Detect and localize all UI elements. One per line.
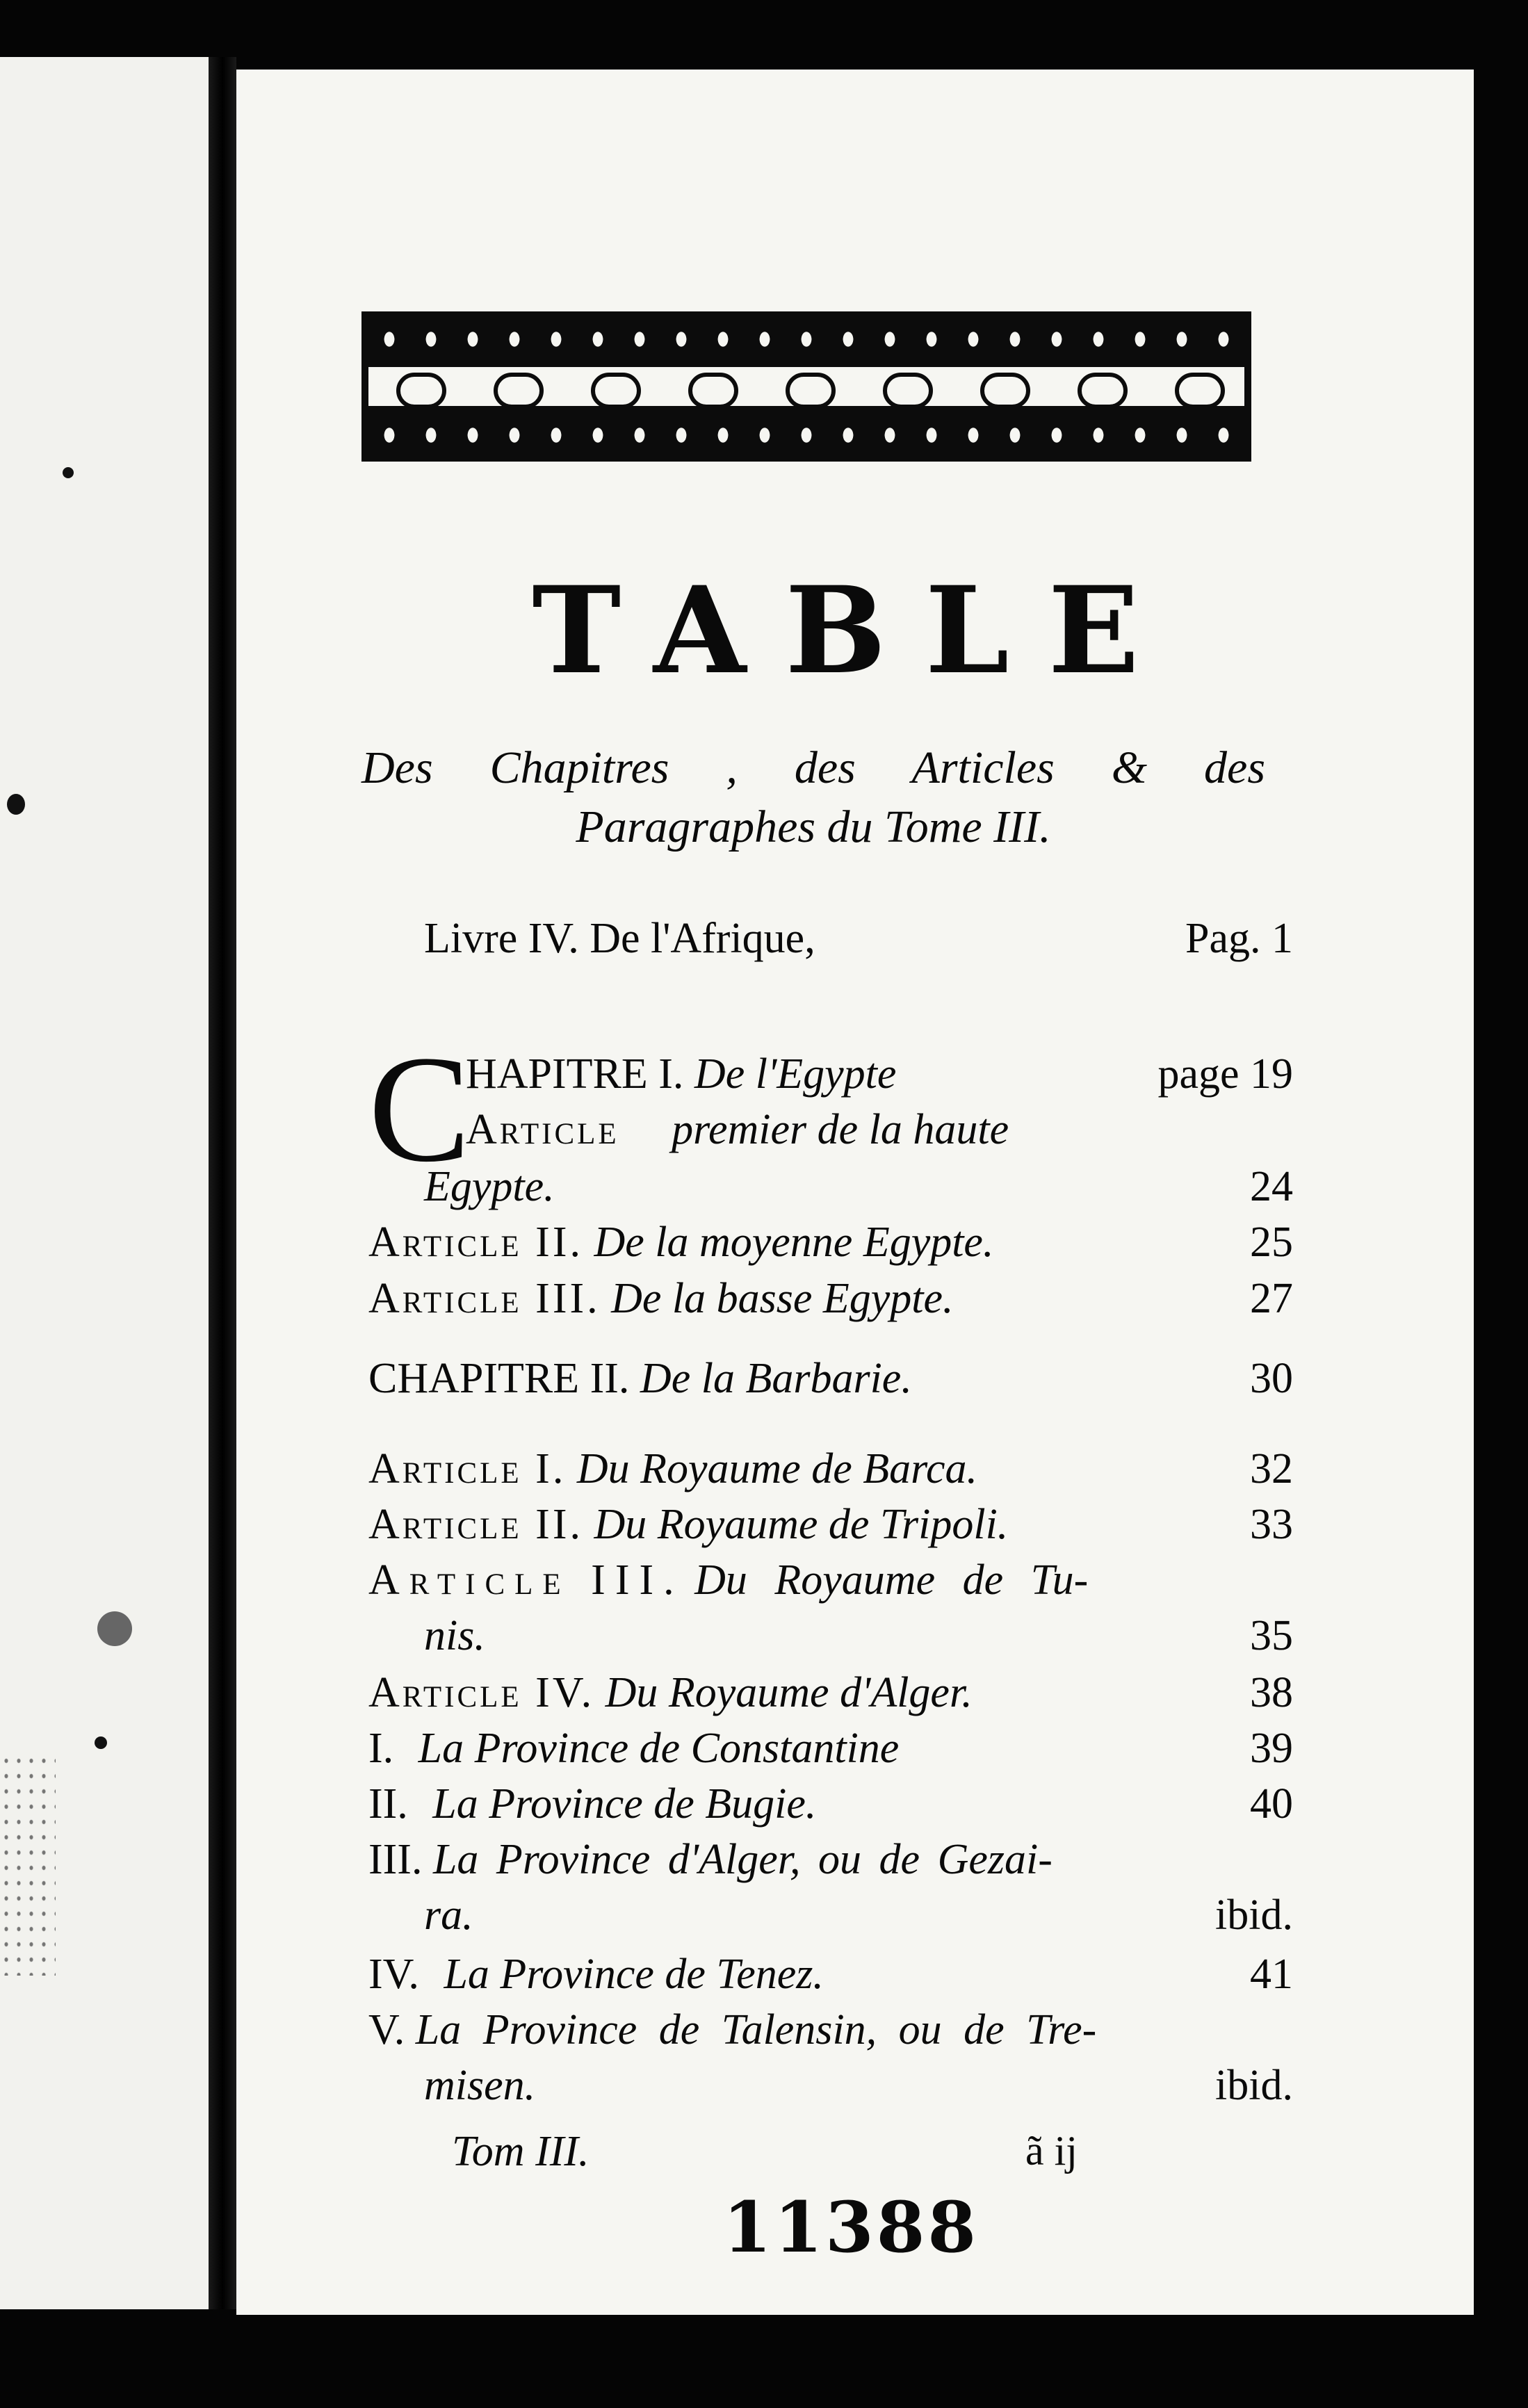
entry-prefix: Article III. [368,1556,684,1604]
entry-label: misen. [424,2062,536,2109]
entry-prefix: Article IV. [368,1669,595,1716]
entry-label: Egypte. [424,1163,555,1210]
entry-page: ibid. [1215,2062,1293,2109]
entry-prefix: Article I. [368,1445,567,1492]
entry-prefix: Article II. [368,1501,583,1548]
toc-entry [368,2006,1293,2061]
toc-entry [368,1500,1293,1556]
entry-label: ra. [424,1892,473,1939]
print-bleed [0,1753,56,1976]
subtitle-line-2: Paragraphes du Tome III. [576,802,1051,852]
toc-entry [368,1950,1293,2006]
livre-label: Livre IV. De l'Afrique, [424,915,815,962]
entry-page: 38 [1250,1669,1293,1716]
entry-label: De la moyenne Egypte. [594,1219,994,1266]
headpiece-bottom-band [368,414,1244,456]
entry-label: De la Barbarie. [640,1355,912,1402]
entry-prefix: V. [368,2006,405,2053]
entry-label: Du Royaume de Barca. [576,1445,978,1492]
entry-prefix: Article II. [368,1219,583,1266]
book-gutter [209,57,236,2309]
entry-page: 30 [1250,1355,1293,1402]
ink-speck [7,794,25,815]
entry-page: 32 [1250,1445,1293,1492]
toc-entry [368,1354,1293,1410]
entry-page: 24 [1250,1163,1293,1210]
headpiece-top-band [368,318,1244,360]
entry-page: 25 [1250,1219,1293,1266]
entry-prefix: III. [368,1836,423,1883]
entry-page: ibid. [1215,1892,1293,1939]
library-stamp-number: 11388 [723,2186,979,2268]
toc-entry [368,1724,1293,1780]
chapter-label: HAPITRE I. [466,1050,684,1098]
toc-entry [368,1218,1293,1274]
chapter-title: De l'Egypte [694,1050,897,1098]
headpiece-middle-band [368,367,1244,406]
entry-label: Du Royaume de Tripoli. [594,1501,1009,1548]
drop-cap: C [368,1024,471,1194]
toc-entry [368,1835,1293,1891]
entry-prefix: CHAPITRE II. [368,1355,630,1402]
entry-label: Du Royaume de Tu- [694,1556,1089,1604]
ink-speck [97,1611,132,1646]
entry-prefix: IV. [368,1951,419,1998]
signature-mark: ã ij [1025,2128,1078,2174]
facing-page-edge [0,57,209,2309]
entry-prefix: II. [368,1780,408,1828]
toc-entry [466,1105,1293,1161]
livre-entry [424,914,1293,970]
livre-page: Pag. 1 [1185,915,1293,962]
entry-label: Du Royaume d'Alger. [605,1669,973,1716]
entry-page: 41 [1250,1951,1293,1998]
entry-label: nis. [424,1612,485,1659]
toc-entry [424,1891,1293,1946]
page-title: TABLE [532,560,1178,701]
entry-prefix: Article III. [368,1275,601,1322]
toc-entry [368,1445,1293,1500]
toc-entry [368,1274,1293,1330]
entry-prefix: I. [368,1725,394,1772]
subtitle-line-1: Des Chapitres , des Articles & des [361,742,1265,793]
entry-page: 35 [1250,1612,1293,1659]
entry-label: La Province de Tenez. [444,1951,824,1998]
volume-footer: Tom III. [452,2128,590,2175]
entry-page: 33 [1250,1501,1293,1548]
entry-label: La Province de Talensin, ou de Tre- [415,2006,1097,2053]
chapter-page: page 19 [1157,1050,1293,1098]
toc-entry [424,1162,1293,1218]
entry-label: premier de la haute [672,1106,1009,1153]
chapter-entry [466,1050,1293,1105]
toc-entry [368,1780,1293,1835]
entry-page: 39 [1250,1725,1293,1772]
ink-speck [63,467,74,478]
entry-label: De la basse Egypte. [611,1275,954,1322]
entry-prefix: Article [466,1106,619,1153]
toc-entry [424,2061,1293,2117]
entry-label: La Province de Constantine [418,1725,900,1772]
entry-page: 40 [1250,1780,1293,1828]
ink-speck [95,1736,107,1749]
book-page [236,70,1474,2315]
toc-entry [368,1556,1293,1611]
decorative-headpiece [361,311,1251,462]
toc-entry [424,1611,1293,1667]
entry-label: La Province de Bugie. [432,1780,817,1828]
entry-label: La Province d'Alger, ou de Gezai- [432,1836,1052,1883]
entry-page: 27 [1250,1275,1293,1322]
toc-entry [368,1668,1293,1724]
